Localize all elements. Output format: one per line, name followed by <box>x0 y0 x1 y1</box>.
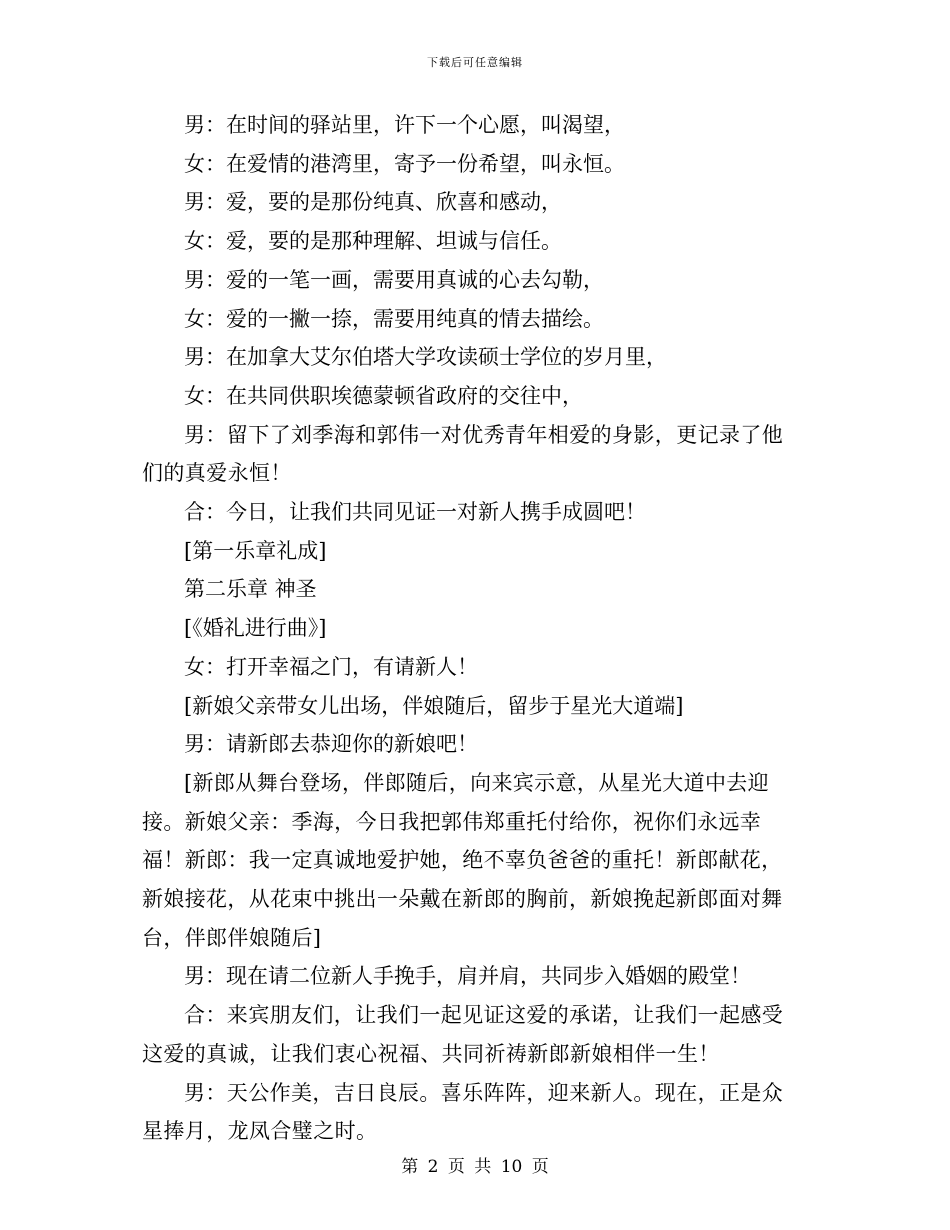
paragraph-10: 合：今日，让我们共同见证一对新人携手成圆吧！ <box>184 500 646 525</box>
document-body <box>142 106 802 1151</box>
paragraph-19: 合：来宾朋友们，让我们一起见证这爱的承诺，让我们一起感受这爱的真诚，让我们衷心祝福、共同祈祷新郎新娘相伴一生！ <box>142 1003 784 1066</box>
page-header: 下载后可任意编辑 <box>427 56 523 69</box>
paragraph-18: 男：现在请二位新人手挽手，肩并肩，共同步入婚姻的殿堂！ <box>184 964 751 989</box>
paragraph-4: 女：爱，要的是那种理解、坦诚与信任。 <box>184 229 562 254</box>
page-footer: 第 2 页 共 10 页 <box>401 1157 549 1177</box>
paragraph-7: 男：在加拿大艾尔伯塔大学攻读硕士学位的岁月里， <box>184 345 667 370</box>
paragraph-8: 女：在共同供职埃德蒙顿省政府的交往中， <box>184 383 583 408</box>
paragraph-6: 女：爱的一撇一捺，需要用纯真的情去描绘。 <box>184 306 604 331</box>
paragraph-15: [新娘父亲带女儿出场，伴娘随后，留步于星光大道端] <box>184 693 684 718</box>
paragraph-14: 女：打开幸福之门，有请新人！ <box>184 654 478 679</box>
paragraph-3: 男：爱，要的是那份纯真、欣喜和感动， <box>184 190 562 215</box>
paragraph-16: 男：请新郎去恭迎你的新娘吧！ <box>184 732 478 757</box>
paragraph-20: 男：天公作美，吉日良辰。喜乐阵阵，迎来新人。现在，正是众星捧月，龙凤合璧之时。 <box>142 1080 784 1144</box>
paragraph-5: 男：爱的一笔一画，需要用真诚的心去勾勒， <box>184 267 604 292</box>
paragraph-17: [新郎从舞台登场，伴郎随后，向来宾示意，从星光大道中去迎接。新娘父亲：季海，今日我把郭伟郑重托付给你，祝你们永远幸福！新郎：我一定真诚地爱护她，绝不辜负爸爸的重托！新郎献花，新娘接花，从花束中挑出一朵戴在新郎的胸前，新娘挽起新郎面对舞台，伴郎伴娘随后] <box>142 770 783 950</box>
paragraph-12: 第二乐章 神圣 <box>184 577 317 602</box>
paragraph-2: 女：在爱情的港湾里，寄予一份希望，叫永恒。 <box>184 151 625 176</box>
paragraph-9: 男：留下了刘季海和郭伟一对优秀青年相爱的身影，更记录了他们的真爱永恒！ <box>142 422 784 486</box>
paragraph-11: [第一乐章礼成] <box>184 538 327 563</box>
paragraph-13: [《婚礼进行曲》] <box>184 616 327 641</box>
paragraph-1: 男：在时间的驿站里，许下一个心愿，叫渴望， <box>184 113 625 137</box>
